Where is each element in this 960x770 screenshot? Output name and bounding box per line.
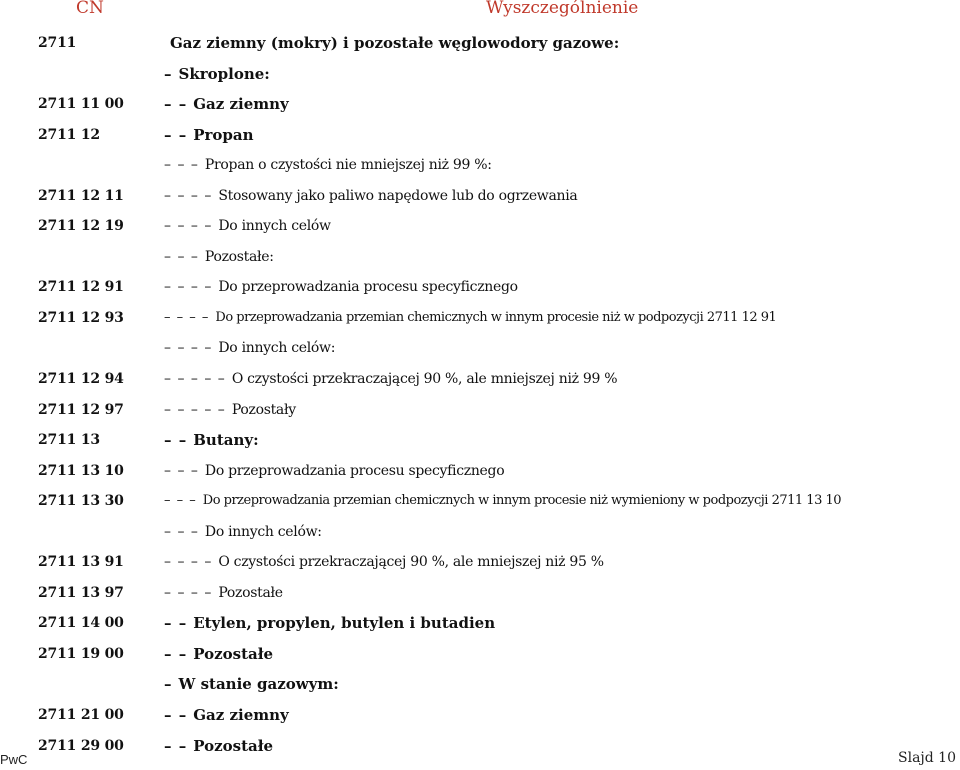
cn-code: 2711 11 00 xyxy=(38,96,124,113)
description-text: Do innych celów: xyxy=(218,340,336,357)
cn-code: 2711 13 xyxy=(38,432,100,449)
cn-description xyxy=(164,272,518,302)
indent-dashes: – – – xyxy=(164,493,197,509)
indent-dashes: – – xyxy=(164,125,188,144)
description-text: Stosowany jako paliwo napędowe lub do ogrzewania xyxy=(218,187,578,204)
cn-description xyxy=(164,120,254,150)
indent-dashes: – – – xyxy=(164,157,199,174)
description-text: Propan o czystości nie mniejszej niż 99 %: xyxy=(204,157,492,174)
indent-dashes: – – – xyxy=(164,248,199,265)
cn-description xyxy=(164,669,339,699)
cn-description xyxy=(164,700,289,730)
description-text: Pozostałe xyxy=(193,736,274,755)
brand-logo-text: PwC xyxy=(0,752,28,767)
description-text: Do przeprowadzania procesu specyficznego xyxy=(204,462,505,479)
description-text: W stanie gazowym: xyxy=(178,675,339,694)
table-row xyxy=(0,28,960,59)
cn-description xyxy=(164,150,492,180)
cn-description xyxy=(164,456,504,486)
table-row xyxy=(0,211,960,242)
table-row xyxy=(0,608,960,639)
cn-code: 2711 12 xyxy=(38,126,100,143)
cn-code: 2711 12 19 xyxy=(38,218,124,235)
description-text: Do przeprowadzania procesu specyficznego xyxy=(218,279,518,296)
table-row xyxy=(0,120,960,151)
indent-dashes: – – xyxy=(164,736,188,755)
table-row xyxy=(0,272,960,303)
indent-dashes: – – – – xyxy=(164,218,213,235)
indent-dashes: – – – – xyxy=(164,279,213,296)
cn-description xyxy=(164,395,296,425)
cn-description xyxy=(164,639,273,669)
indent-dashes: – – xyxy=(164,95,188,114)
cn-code: 2711 12 91 xyxy=(38,279,124,296)
cn-code: 2711 xyxy=(38,35,77,51)
cn-description xyxy=(164,731,273,761)
cn-code: 2711 19 00 xyxy=(38,645,124,662)
table-row xyxy=(0,486,960,517)
cn-description xyxy=(164,578,283,608)
cn-description xyxy=(164,425,259,455)
cn-code: 2711 12 11 xyxy=(38,187,124,204)
indent-dashes: – – – – xyxy=(164,554,213,571)
table-row xyxy=(0,59,960,90)
cn-code: 2711 21 00 xyxy=(38,707,124,724)
indent-dashes: – – – – – xyxy=(164,401,226,418)
cn-code: 2711 13 30 xyxy=(38,493,124,510)
description-text: Butany: xyxy=(193,431,259,450)
description-text: Gaz ziemny xyxy=(193,706,289,725)
table-row xyxy=(0,333,960,364)
indent-dashes: – – – – xyxy=(164,340,213,357)
indent-dashes: – xyxy=(164,675,173,694)
description-text: Do innych celów: xyxy=(204,523,322,540)
indent-dashes: – – – – xyxy=(164,309,210,325)
table-row xyxy=(0,547,960,578)
indent-dashes: – – – – xyxy=(164,584,213,601)
cn-description xyxy=(164,517,322,547)
indent-dashes: – xyxy=(164,64,173,83)
indent-dashes: – – xyxy=(164,644,188,663)
cn-description xyxy=(164,547,604,577)
indent-dashes: – – – – – xyxy=(164,371,226,388)
cn-description xyxy=(164,211,331,241)
table-row xyxy=(0,181,960,212)
cn-code: 2711 12 97 xyxy=(38,401,124,418)
column-header-cn: CN xyxy=(76,0,104,18)
cn-code-table xyxy=(0,28,960,761)
table-row xyxy=(0,242,960,273)
cn-description xyxy=(164,608,495,638)
table-row xyxy=(0,700,960,731)
description-text: Gaz ziemny xyxy=(193,95,289,114)
indent-dashes: – – xyxy=(164,614,188,633)
description-text: O czystości przekraczającej 90 %, ale mniejszej niż 95 % xyxy=(218,554,604,571)
cn-description xyxy=(164,89,289,119)
cn-description xyxy=(164,364,617,394)
table-row xyxy=(0,639,960,670)
slide-number: Slajd 10 xyxy=(898,750,956,766)
cn-description xyxy=(164,28,619,58)
cn-code: 2711 13 91 xyxy=(38,554,124,571)
cn-code: 2711 13 97 xyxy=(38,584,124,601)
table-row xyxy=(0,364,960,395)
description-text: Pozostały xyxy=(231,401,296,418)
cn-description xyxy=(164,59,270,89)
cn-code: 2711 12 93 xyxy=(38,309,124,326)
description-text: Pozostałe xyxy=(193,644,274,663)
table-row xyxy=(0,731,960,762)
table-row xyxy=(0,395,960,426)
cn-description xyxy=(164,181,577,211)
description-text: Gaz ziemny (mokry) i pozostałe węglowodory gazowe: xyxy=(170,34,620,52)
indent-dashes: – – xyxy=(164,706,188,725)
description-text: Pozostałe xyxy=(218,584,283,601)
table-row xyxy=(0,669,960,700)
table-row xyxy=(0,425,960,456)
indent-dashes: – – xyxy=(164,431,188,450)
table-row xyxy=(0,456,960,487)
table-row xyxy=(0,517,960,548)
indent-dashes: – – – xyxy=(164,462,199,479)
cn-description xyxy=(164,333,335,363)
description-text: Skroplone: xyxy=(178,64,270,83)
description-text: Propan xyxy=(193,125,254,144)
cn-code: 2711 29 00 xyxy=(38,737,124,754)
column-header-description: Wyszczególnienie xyxy=(486,0,639,18)
description-text: Do innych celów xyxy=(218,218,331,235)
cn-code: 2711 14 00 xyxy=(38,615,124,632)
description-text: O czystości przekraczającej 90 %, ale mniejszej niż 99 % xyxy=(231,371,618,388)
indent-dashes: – – – – xyxy=(164,187,213,204)
cn-description xyxy=(164,303,776,333)
description-text: Etylen, propylen, butylen i butadien xyxy=(193,614,496,633)
cn-code: 2711 12 94 xyxy=(38,371,124,388)
description-text: Pozostałe: xyxy=(204,248,274,265)
cn-description xyxy=(164,242,274,272)
table-row xyxy=(0,150,960,181)
description-text: Do przeprowadzania przemian chemicznych w innym procesie niż wymieniony w podpozycji 2711 13 10 xyxy=(202,493,842,509)
table-row xyxy=(0,578,960,609)
table-row xyxy=(0,89,960,120)
cn-description xyxy=(164,486,841,516)
description-text: Do przeprowadzania przemian chemicznych w innym procesie niż w podpozycji 2711 12 91 xyxy=(215,309,777,325)
table-row xyxy=(0,303,960,334)
indent-dashes: – – – xyxy=(164,523,199,540)
cn-code: 2711 13 10 xyxy=(38,462,124,479)
